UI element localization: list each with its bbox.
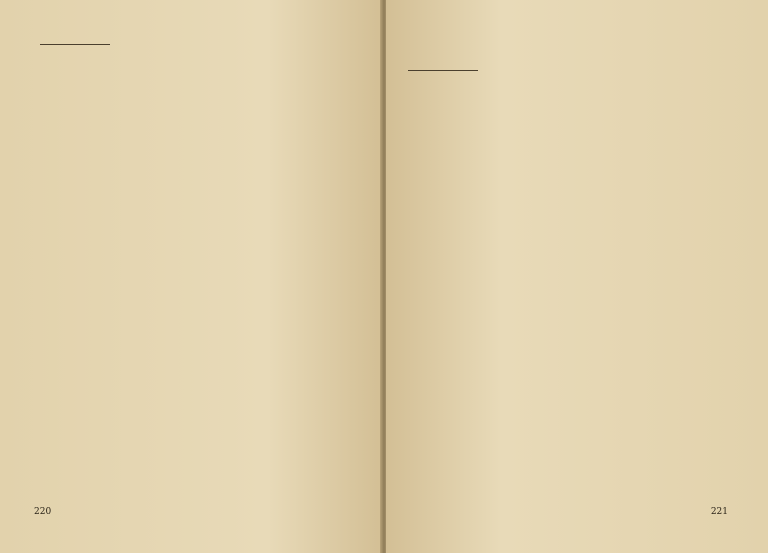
left-page-body (40, 14, 360, 38)
right-footnote-rule (408, 70, 478, 71)
left-paragraph (40, 14, 360, 25)
right-paragraph (408, 53, 728, 64)
left-page (0, 0, 382, 553)
right-page-number: 221 (710, 507, 728, 517)
left-footnote (40, 48, 360, 56)
left-page-number: 220 (34, 507, 52, 517)
right-page-body (408, 40, 728, 64)
left-footnote-rule (40, 44, 110, 45)
right-footnote (408, 74, 728, 82)
right-page (386, 0, 768, 553)
left-paragraph (40, 27, 360, 38)
right-paragraph (408, 40, 728, 51)
